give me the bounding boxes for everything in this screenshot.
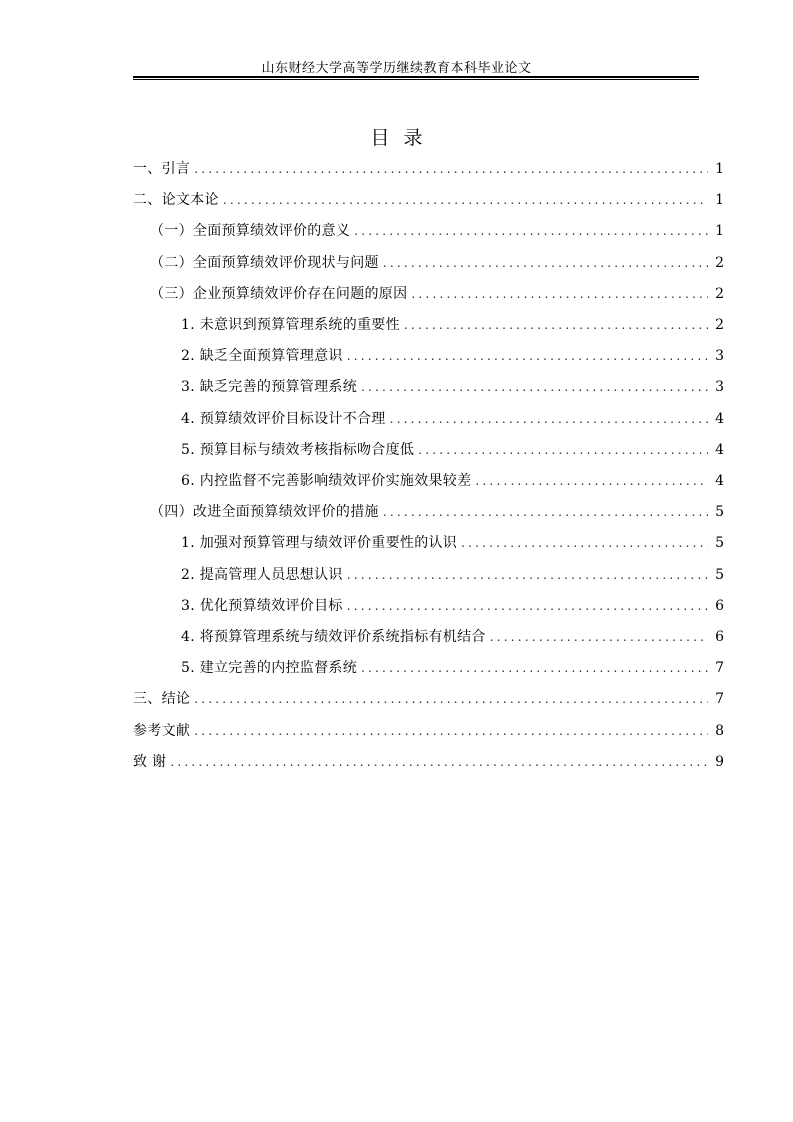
toc-entry-page: 7	[715, 660, 724, 677]
toc-entry[interactable]	[181, 439, 724, 461]
toc-entry-text: 3. 优化预算绩效评价目标	[181, 597, 343, 614]
toc-leader-dots	[361, 657, 708, 679]
toc-entry-page: 4	[715, 473, 724, 489]
toc-entry-text: 4. 将预算管理系统与绩效评价系统指标有机结合	[181, 629, 486, 645]
toc-entry[interactable]	[181, 314, 724, 336]
toc-entry[interactable]	[150, 501, 724, 523]
toc-entry-page: 1	[715, 223, 724, 240]
toc-leader-dots	[194, 720, 708, 742]
toc-entry-page: 7	[715, 691, 724, 708]
toc-leader-dots	[170, 751, 708, 773]
toc-entry[interactable]	[150, 252, 724, 274]
toc-entry-page: 4	[715, 410, 724, 427]
toc-entry-text: 6. 内控监督不完善影响绩效评价实施效果较差	[181, 473, 472, 489]
toc-entry-page: 3	[715, 379, 724, 396]
toc-entry[interactable]	[181, 595, 724, 617]
toc-leader-dots	[347, 564, 708, 586]
toc-entry-page: 6	[715, 597, 724, 614]
toc-leader-dots	[194, 688, 708, 710]
toc-entry[interactable]	[133, 688, 724, 710]
toc-entry[interactable]	[181, 532, 724, 554]
toc-entry-page: 3	[715, 348, 724, 365]
header-rule-thick	[133, 76, 699, 78]
toc-title: 目录	[370, 127, 437, 149]
toc-entry-page: 5	[715, 566, 724, 583]
toc-entry-text: 一、引言	[133, 161, 191, 177]
toc-entry[interactable]	[133, 751, 724, 773]
toc-entry-text: 二、论文本论	[133, 192, 219, 209]
toc-entry[interactable]	[181, 626, 724, 648]
toc-entry[interactable]	[181, 564, 724, 586]
toc-leader-dots	[390, 408, 708, 430]
toc-entry[interactable]	[181, 408, 724, 430]
toc-leader-dots	[223, 189, 708, 211]
toc-entry-page: 5	[715, 504, 724, 521]
toc-entry-page: 1	[715, 161, 724, 177]
toc-entry-page: 6	[715, 629, 724, 645]
header-title: 山东财经大学高等学历继续教育本科毕业论文	[261, 61, 532, 76]
toc-entry-page: 2	[715, 317, 724, 333]
toc-entry-text: （四）改进全面预算绩效评价的措施	[150, 504, 379, 521]
toc-entry-page: 5	[715, 535, 724, 552]
toc-entry-text: 1. 加强对预算管理与绩效评价重要性的认识	[181, 535, 458, 552]
toc-leader-dots	[354, 220, 708, 242]
toc-leader-dots	[418, 439, 708, 461]
toc-entry-page: 2	[715, 285, 724, 302]
toc-entry[interactable]	[133, 189, 724, 211]
toc-entry[interactable]	[181, 657, 724, 679]
toc-entry-text: 3. 缺乏完善的预算管理系统	[181, 379, 358, 396]
header-rule-thin	[133, 79, 699, 80]
toc-leader-dots	[475, 470, 708, 492]
toc-leader-dots	[361, 376, 708, 398]
toc-entry[interactable]	[181, 470, 724, 492]
toc-entry-text: 2. 提高管理人员思想认识	[181, 566, 343, 583]
toc-entry-text: 参考文献	[133, 722, 191, 739]
toc-leader-dots	[383, 252, 708, 274]
toc-entry-text: 致 谢	[133, 753, 167, 770]
toc-entry-page: 2	[715, 254, 724, 271]
toc-leader-dots	[461, 532, 708, 554]
toc-leader-dots	[404, 314, 708, 336]
toc-entry-text: （二）全面预算绩效评价现状与问题	[150, 254, 379, 271]
toc-entry-text: 1. 未意识到预算管理系统的重要性	[181, 317, 400, 333]
toc-entry-page: 1	[715, 192, 724, 209]
toc-entry[interactable]	[150, 283, 724, 305]
toc-entry[interactable]	[150, 220, 724, 242]
toc-entry[interactable]	[133, 720, 724, 742]
toc-leader-dots	[194, 158, 708, 180]
toc-entry-text: 5. 建立完善的内控监督系统	[181, 660, 358, 677]
toc-entry[interactable]	[133, 158, 724, 180]
toc-entry-page: 8	[715, 722, 724, 739]
toc-entry-text: 5. 预算目标与绩效考核指标吻合度低	[181, 441, 415, 458]
toc-entry-page: 9	[715, 753, 724, 770]
toc-leader-dots	[383, 501, 708, 523]
toc-entry-text: （三）企业预算绩效评价存在问题的原因	[150, 285, 408, 302]
toc-entry-text: 4. 预算绩效评价目标设计不合理	[181, 410, 386, 427]
toc-entry-page: 4	[715, 441, 724, 458]
toc-entry[interactable]	[181, 376, 724, 398]
toc-leader-dots	[411, 283, 708, 305]
toc-entry[interactable]	[181, 345, 724, 367]
toc-leader-dots	[490, 626, 708, 648]
toc-entry-text: 2. 缺乏全面预算管理意识	[181, 348, 343, 365]
toc-leader-dots	[347, 595, 708, 617]
toc-leader-dots	[347, 345, 708, 367]
toc-entry-text: 三、结论	[133, 691, 191, 708]
toc-entry-text: （一）全面预算绩效评价的意义	[150, 223, 351, 240]
